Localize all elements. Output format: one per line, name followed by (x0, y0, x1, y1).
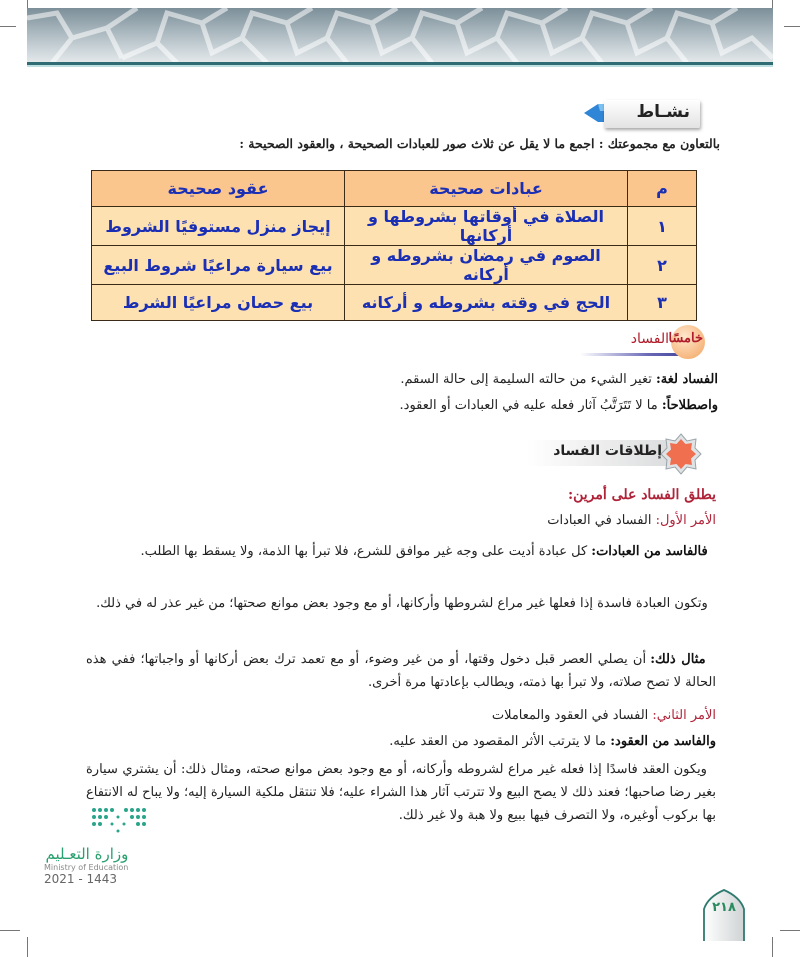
page-number-badge-icon (702, 889, 746, 941)
section-ordinal: خامسًا (668, 331, 703, 346)
crop-mark (772, 937, 773, 957)
activity-tag (604, 100, 700, 128)
term-lugha: الفساد لغة: (655, 372, 718, 387)
second-matter-label: الأمر الثاني: (652, 708, 716, 723)
activity-label: نشـاط (636, 102, 690, 122)
row-ibadat: الصلاة في أوقاتها بشروطها و أركانها (345, 207, 628, 246)
arabesque-pattern (27, 8, 773, 63)
second-matter-text: الفساد في العقود والمعاملات (491, 708, 653, 723)
section-heading-fasad (580, 325, 705, 357)
term-istilah: واصطلاحاً: (661, 398, 718, 413)
edition-year: 2021 - 1443 (44, 872, 118, 886)
ibadat-term: فالفاسد من العبادات: (591, 544, 708, 559)
header-uqud: عقود صحيحة (92, 171, 345, 207)
uqud-paragraph-text: ويكون العقد فاسدًا إذا فعله غير مراع لشروطه وأركانه، أو مع وجود بعض موانع صحته، ومثال ذلك: أن يشتري سيارة بغير رضا صاحبها؛ فعند ذلك لا يصح البيع ولا تترتب آثار هذا الشراء عليه؛ فلا تنتقل ملكية السيارة إليه؛ ولا يباح له الانتفاع بها بركوب أوغيره، ولا التصرف فيها ببيع ولا هبة ولا غير ذلك. (86, 762, 716, 823)
ministry-name-en: Ministry of Education (44, 863, 129, 872)
octagram-icon (660, 433, 702, 475)
definition-lugha (98, 368, 718, 391)
ibadat-definition (86, 540, 716, 563)
banner-rule-light (27, 65, 773, 67)
crop-mark (772, 0, 773, 8)
crop-mark (784, 26, 800, 27)
first-matter-text: الفساد في العبادات (547, 513, 656, 528)
uqud-text: ما لا يترتب الأثر المقصود من العقد عليه. (389, 734, 611, 749)
uqud-term: والفاسد من العقود: (610, 734, 716, 749)
crop-mark (0, 930, 20, 931)
ministry-name-ar: وزارة التعـليم (45, 845, 129, 863)
crop-mark (27, 937, 28, 957)
ministry-logo (44, 845, 128, 886)
page-number: ٢١٨ (712, 900, 736, 915)
row-ibadat: الصوم في رمضان بشروطه و أركانه (345, 246, 628, 285)
usages-badge (527, 437, 702, 469)
crop-mark (0, 26, 16, 27)
activity-table (91, 170, 697, 321)
row-uqud: بيع حصان مراعيًا الشرط (92, 285, 345, 321)
table-row (92, 207, 697, 246)
header-pattern-banner (27, 8, 773, 63)
second-matter (116, 704, 716, 727)
row-uqud: بيع سيارة مراعيًا شروط البيع (92, 246, 345, 285)
header-num: م (628, 171, 697, 207)
first-matter-label: الأمر الأول: (655, 513, 716, 528)
table-header-row (92, 171, 697, 207)
uqud-paragraph (86, 758, 716, 827)
example-ibadat (86, 648, 716, 694)
table-row (92, 285, 697, 321)
text-istilah: ما لا تَتَرَتَّبُ آثار فعله عليه في العبادات أو العقود. (399, 398, 662, 413)
ibadat-paragraph (86, 592, 716, 615)
ibadat-paragraph-text: وتكون العبادة فاسدة إذا فعلها غير مراع لشروطها وأركانها، أو مع وجود بعض موانع صحتها؛ من غير عذر له في ذلك. (96, 596, 708, 611)
row-ibadat: الحج في وقته بشروطه و أركانه (345, 285, 628, 321)
table-row (92, 246, 697, 285)
activity-instruction: بالتعاون مع مجموعتك : اجمع ما لا يقل عن ثلاث صور للعبادات الصحيحة ، والعقود الصحيحة : (239, 136, 720, 151)
header-ibadat: عبادات صحيحة (345, 171, 628, 207)
ibadat-text: كل عبادة أديت على وجه غير موافق للشرع، فلا تبرأ بها الذمة، ولا يسقط بها الطلب. (140, 544, 592, 559)
section-title: الفساد (630, 331, 669, 347)
ministry-dots-logo-icon (90, 806, 146, 834)
uqud-definition (116, 730, 716, 753)
example1-text: أن يصلي العصر قبل دخول وقتها، أو من غير وضوء، أو مع تعمد ترك بعض أركانها أو واجباتها؛ ففي هذه الحالة لا تصح صلاته، ولا تبرأ بها ذمته، ويطالب بإعادتها مرة أخرى. (86, 652, 716, 690)
row-num: ٣ (628, 285, 697, 321)
crop-mark (780, 930, 800, 931)
crop-mark (27, 0, 28, 8)
badge-label: إطلاقات الفساد (553, 443, 662, 459)
row-uqud: إيجاز منزل مستوفيًا الشروط (92, 207, 345, 246)
row-num: ٢ (628, 246, 697, 285)
usages-intro: يطلق الفساد على أمرين: (567, 487, 716, 503)
example1-term: مثال ذلك: (650, 652, 706, 667)
definition-istilah (98, 394, 718, 417)
text-lugha: تغير الشيء من حالته السليمة إلى حالة السقم. (400, 372, 656, 387)
row-num: ١ (628, 207, 697, 246)
first-matter (116, 509, 716, 532)
